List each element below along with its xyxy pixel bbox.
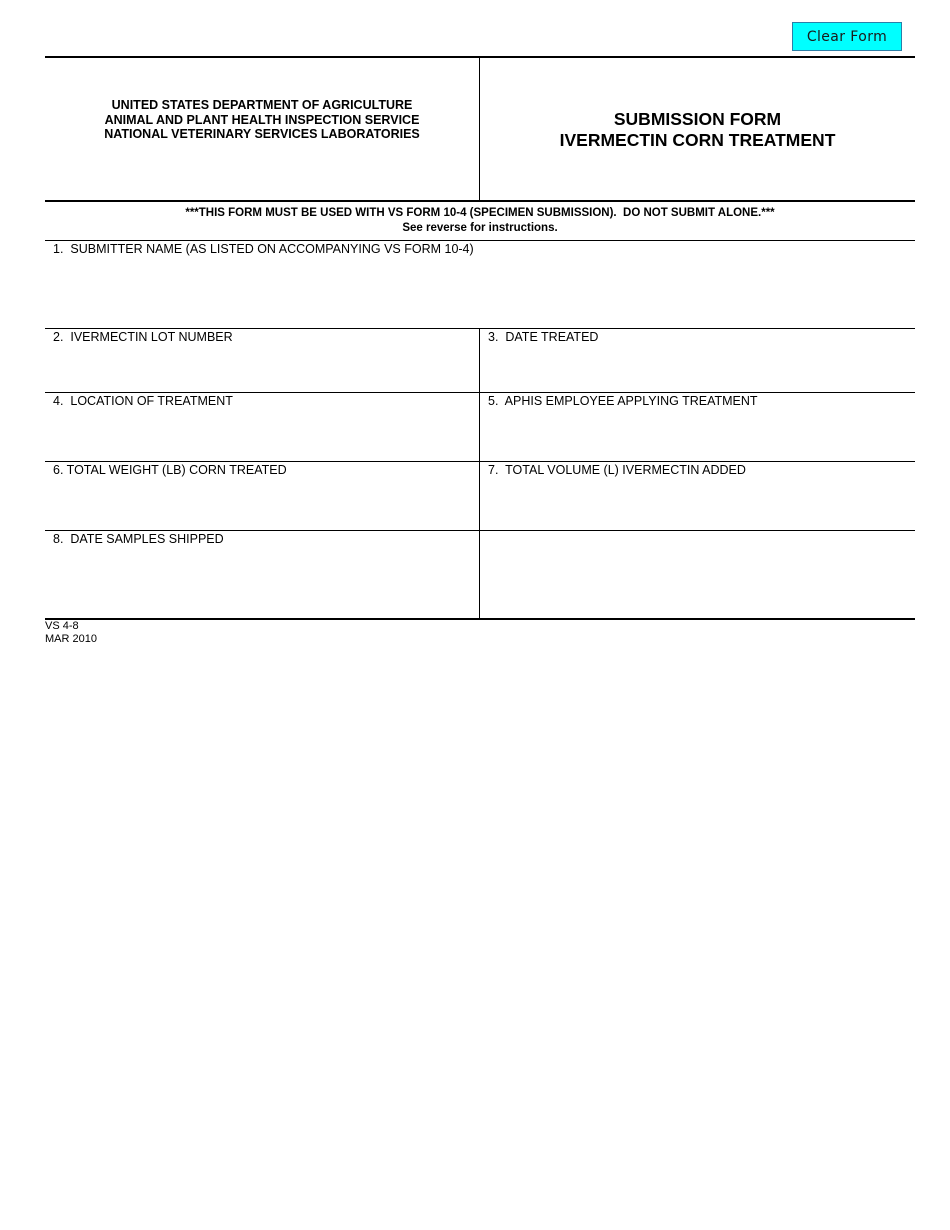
row4-bottom-rule — [45, 530, 915, 531]
agency-line: NATIONAL VETERINARY SERVICES LABORATORIES — [104, 127, 420, 141]
form-title-line: IVERMECTIN CORN TREATMENT — [559, 130, 836, 150]
form-number: VS 4-8 — [45, 620, 79, 632]
notice-bottom-rule — [45, 240, 915, 241]
ivermectin-volume-label: 7. TOTAL VOLUME (L) IVERMECTIN ADDED — [488, 463, 746, 477]
notice-block — [45, 206, 915, 236]
form-title — [480, 109, 915, 151]
agency-line: UNITED STATES DEPARTMENT OF AGRICULTURE — [111, 98, 413, 112]
row3-bottom-rule — [45, 461, 915, 462]
top-rule — [45, 56, 915, 58]
submitter-name-label: 1. SUBMITTER NAME (AS LISTED ON ACCOMPANYING VS FORM 10-4) — [53, 242, 474, 256]
column-divider — [479, 329, 480, 618]
submitter-name-field[interactable] — [46, 257, 914, 327]
row2-bottom-rule — [45, 392, 915, 393]
form-date: MAR 2010 — [45, 633, 97, 645]
ivermectin-volume-field[interactable] — [481, 479, 914, 529]
employee-field[interactable] — [481, 410, 914, 460]
lot-number-label: 2. IVERMECTIN LOT NUMBER — [53, 330, 233, 344]
lot-number-field[interactable] — [46, 346, 478, 391]
notice-warning: ***THIS FORM MUST BE USED WITH VS FORM 10-4 (SPECIMEN SUBMISSION). DO NOT SUBMIT ALONE.*** — [185, 207, 775, 219]
corn-weight-field[interactable] — [46, 479, 478, 529]
location-label: 4. LOCATION OF TREATMENT — [53, 394, 233, 408]
location-field[interactable] — [46, 410, 478, 460]
row1-bottom-rule — [45, 328, 915, 329]
form-id — [45, 620, 97, 646]
date-treated-label: 3. DATE TREATED — [488, 330, 599, 344]
date-shipped-field[interactable] — [46, 548, 478, 616]
form-bottom-rule — [45, 618, 915, 620]
agency-line: ANIMAL AND PLANT HEALTH INSPECTION SERVICE — [104, 112, 420, 127]
header-bottom-rule — [45, 200, 915, 202]
clear-form-button[interactable]: Clear Form — [792, 22, 902, 51]
date-shipped-label: 8. DATE SAMPLES SHIPPED — [53, 532, 224, 546]
form-title-line: SUBMISSION FORM — [613, 109, 782, 129]
notice-instructions: See reverse for instructions. — [402, 222, 558, 234]
agency-block — [45, 98, 479, 142]
employee-label: 5. APHIS EMPLOYEE APPLYING TREATMENT — [488, 394, 758, 408]
date-treated-field[interactable] — [481, 346, 914, 391]
corn-weight-label: 6. TOTAL WEIGHT (LB) CORN TREATED — [53, 463, 287, 477]
